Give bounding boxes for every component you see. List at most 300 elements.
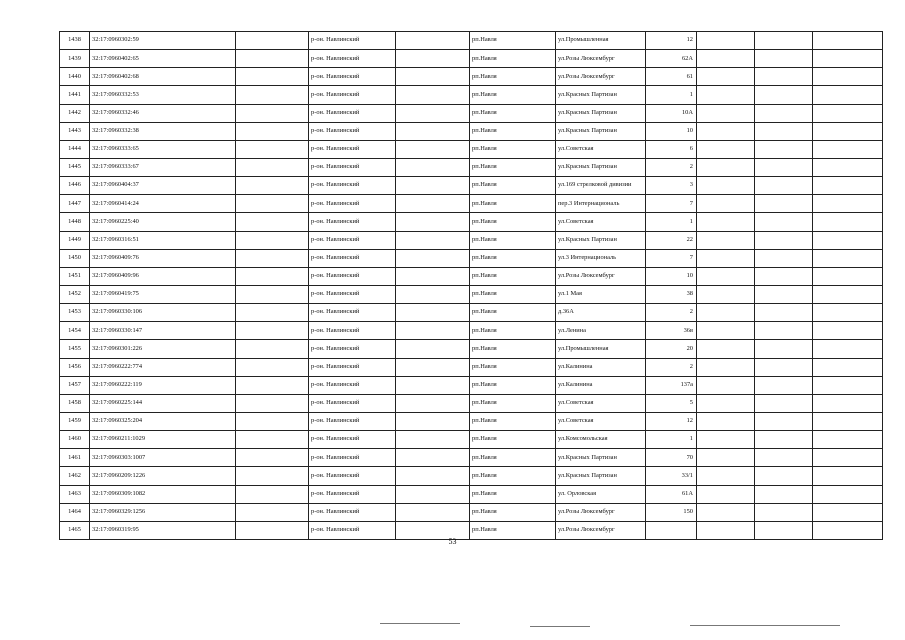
district-cell: р-он. Навлинский [309, 340, 396, 358]
house-number-cell: 5 [646, 394, 697, 412]
empty-cell [236, 140, 309, 158]
row-number-cell: 1464 [60, 503, 90, 521]
empty-cell [813, 140, 883, 158]
table-row [60, 449, 883, 467]
settlement-cell: рп.Навля [470, 50, 556, 68]
district-cell: р-он. Навлинский [309, 358, 396, 376]
street-cell: ул.Советская [556, 412, 646, 430]
empty-cell [755, 304, 813, 322]
street-cell: ул.Промышленная [556, 32, 646, 50]
row-number-cell: 1445 [60, 158, 90, 176]
cadastral-number-cell: 32:17:0960419:75 [90, 285, 236, 303]
settlement-cell: рп.Навля [470, 104, 556, 122]
district-cell: р-он. Навлинский [309, 50, 396, 68]
table-row [60, 322, 883, 340]
street-cell: ул.Советская [556, 394, 646, 412]
row-number-cell: 1458 [60, 394, 90, 412]
table-row [60, 358, 883, 376]
empty-cell [813, 195, 883, 213]
empty-cell [755, 32, 813, 50]
street-cell: ул.Красных Партизан [556, 104, 646, 122]
empty-cell [813, 412, 883, 430]
street-cell: ул.Советская [556, 140, 646, 158]
empty-cell [396, 285, 470, 303]
empty-cell [697, 158, 755, 176]
settlement-cell: рп.Навля [470, 267, 556, 285]
house-number-cell: 10 [646, 267, 697, 285]
empty-cell [697, 104, 755, 122]
cadastral-number-cell: 32:17:0960332:53 [90, 86, 236, 104]
settlement-cell: рп.Навля [470, 358, 556, 376]
settlement-cell: рп.Навля [470, 340, 556, 358]
empty-cell [236, 86, 309, 104]
empty-cell [697, 231, 755, 249]
house-number-cell: 7 [646, 249, 697, 267]
cadastral-number-cell: 32:17:0960330:147 [90, 322, 236, 340]
settlement-cell: рп.Навля [470, 285, 556, 303]
street-cell: ул.Красных Партизан [556, 122, 646, 140]
house-number-cell: 20 [646, 340, 697, 358]
row-number-cell: 1459 [60, 412, 90, 430]
house-number-cell: 150 [646, 503, 697, 521]
empty-cell [813, 231, 883, 249]
empty-cell [697, 68, 755, 86]
district-cell: р-он. Навлинский [309, 177, 396, 195]
empty-cell [813, 32, 883, 50]
empty-cell [697, 485, 755, 503]
empty-cell [755, 267, 813, 285]
empty-cell [813, 485, 883, 503]
empty-cell [813, 467, 883, 485]
cadastral-number-cell: 32:17:0960402:68 [90, 68, 236, 86]
table-row [60, 122, 883, 140]
table-row [60, 32, 883, 50]
empty-cell [236, 503, 309, 521]
empty-cell [236, 104, 309, 122]
empty-cell [755, 358, 813, 376]
empty-cell [697, 358, 755, 376]
empty-cell [813, 50, 883, 68]
empty-cell [236, 485, 309, 503]
empty-cell [236, 304, 309, 322]
empty-cell [755, 50, 813, 68]
empty-cell [236, 431, 309, 449]
settlement-cell: рп.Навля [470, 322, 556, 340]
street-cell: ул.Промышленная [556, 340, 646, 358]
table-row [60, 213, 883, 231]
empty-cell [697, 86, 755, 104]
district-cell: р-он. Навлинский [309, 68, 396, 86]
cadastral-number-cell: 32:17:0960325:204 [90, 412, 236, 430]
cadastral-number-cell: 32:17:0960302:59 [90, 32, 236, 50]
cadastral-number-cell: 32:17:0960301:226 [90, 340, 236, 358]
district-cell: р-он. Навлинский [309, 467, 396, 485]
settlement-cell: рп.Навля [470, 503, 556, 521]
house-number-cell: 70 [646, 449, 697, 467]
house-number-cell: 36в [646, 322, 697, 340]
cadastral-number-cell: 32:17:0960329:1256 [90, 503, 236, 521]
cadastral-number-cell: 32:17:0960414:24 [90, 195, 236, 213]
empty-cell [697, 195, 755, 213]
empty-cell [396, 86, 470, 104]
empty-cell [813, 358, 883, 376]
scan-artifact-line [690, 625, 840, 626]
cadastral-number-cell: 32:17:0960404:37 [90, 177, 236, 195]
row-number-cell: 1442 [60, 104, 90, 122]
empty-cell [755, 122, 813, 140]
settlement-cell: рп.Навля [470, 304, 556, 322]
street-cell: ул.Розы Люксембург [556, 267, 646, 285]
street-cell: ул.3 Интернациональ [556, 249, 646, 267]
empty-cell [236, 177, 309, 195]
cadastral-number-cell: 32:17:0960402:65 [90, 50, 236, 68]
house-number-cell: 12 [646, 32, 697, 50]
house-number-cell: 38 [646, 285, 697, 303]
table-row [60, 431, 883, 449]
empty-cell [697, 376, 755, 394]
row-number-cell: 1438 [60, 32, 90, 50]
cadastral-number-cell: 32:17:0960316:51 [90, 231, 236, 249]
row-number-cell: 1461 [60, 449, 90, 467]
settlement-cell: рп.Навля [470, 431, 556, 449]
empty-cell [236, 394, 309, 412]
empty-cell [813, 503, 883, 521]
street-cell: ул.Красных Партизан [556, 158, 646, 176]
row-number-cell: 1457 [60, 376, 90, 394]
cadastral-number-cell: 32:17:0960225:40 [90, 213, 236, 231]
street-cell: ул.169 стрелковой дивизии [556, 177, 646, 195]
district-cell: р-он. Навлинский [309, 449, 396, 467]
row-number-cell: 1455 [60, 340, 90, 358]
empty-cell [396, 449, 470, 467]
empty-cell [396, 394, 470, 412]
house-number-cell: 61 [646, 68, 697, 86]
district-cell: р-он. Навлинский [309, 376, 396, 394]
empty-cell [813, 86, 883, 104]
empty-cell [755, 503, 813, 521]
cadastral-number-cell: 32:17:0960333:65 [90, 140, 236, 158]
street-cell: ул.Комсомольская [556, 431, 646, 449]
empty-cell [813, 322, 883, 340]
table-row [60, 177, 883, 195]
district-cell: р-он. Навлинский [309, 249, 396, 267]
empty-cell [236, 213, 309, 231]
cadastral-number-cell: 32:17:0960209:1226 [90, 467, 236, 485]
district-cell: р-он. Навлинский [309, 195, 396, 213]
empty-cell [697, 213, 755, 231]
empty-cell [396, 358, 470, 376]
table-row [60, 249, 883, 267]
empty-cell [236, 122, 309, 140]
house-number-cell: 2 [646, 158, 697, 176]
table-row [60, 50, 883, 68]
row-number-cell: 1452 [60, 285, 90, 303]
settlement-cell: рп.Навля [470, 449, 556, 467]
row-number-cell: 1441 [60, 86, 90, 104]
district-cell: р-он. Навлинский [309, 32, 396, 50]
house-number-cell: 10 [646, 122, 697, 140]
empty-cell [396, 340, 470, 358]
empty-cell [755, 86, 813, 104]
street-cell: д.36А [556, 304, 646, 322]
empty-cell [236, 467, 309, 485]
street-cell: ул.Калинина [556, 376, 646, 394]
empty-cell [813, 431, 883, 449]
district-cell: р-он. Навлинский [309, 521, 396, 539]
row-number-cell: 1447 [60, 195, 90, 213]
district-cell: р-он. Навлинский [309, 431, 396, 449]
empty-cell [396, 231, 470, 249]
empty-cell [697, 431, 755, 449]
cadastral-number-cell: 32:17:0960409:76 [90, 249, 236, 267]
house-number-cell: 62А [646, 50, 697, 68]
empty-cell [396, 213, 470, 231]
row-number-cell: 1451 [60, 267, 90, 285]
table-row [60, 267, 883, 285]
empty-cell [755, 213, 813, 231]
house-number-cell: 3 [646, 177, 697, 195]
empty-cell [755, 485, 813, 503]
empty-cell [396, 195, 470, 213]
table-row [60, 376, 883, 394]
district-cell: р-он. Навлинский [309, 485, 396, 503]
district-cell: р-он. Навлинский [309, 322, 396, 340]
row-number-cell: 1440 [60, 68, 90, 86]
cadastral-number-cell: 32:17:0960211:1029 [90, 431, 236, 449]
empty-cell [813, 122, 883, 140]
district-cell: р-он. Навлинский [309, 122, 396, 140]
empty-cell [813, 249, 883, 267]
empty-cell [755, 195, 813, 213]
settlement-cell: рп.Навля [470, 177, 556, 195]
table-row [60, 158, 883, 176]
row-number-cell: 1465 [60, 521, 90, 539]
table-row [60, 412, 883, 430]
empty-cell [236, 32, 309, 50]
settlement-cell: рп.Навля [470, 467, 556, 485]
row-number-cell: 1448 [60, 213, 90, 231]
street-cell: ул.Розы Люксембург [556, 503, 646, 521]
empty-cell [697, 394, 755, 412]
cadastral-number-cell: 32:17:0960333:67 [90, 158, 236, 176]
empty-cell [697, 322, 755, 340]
empty-cell [396, 249, 470, 267]
empty-cell [755, 449, 813, 467]
empty-cell [813, 449, 883, 467]
empty-cell [697, 412, 755, 430]
empty-cell [396, 68, 470, 86]
cadastral-number-cell: 32:17:0960225:144 [90, 394, 236, 412]
street-cell: ул. Орловская [556, 485, 646, 503]
row-number-cell: 1453 [60, 304, 90, 322]
empty-cell [396, 485, 470, 503]
empty-cell [396, 322, 470, 340]
house-number-cell: 12 [646, 412, 697, 430]
empty-cell [236, 231, 309, 249]
table-row [60, 394, 883, 412]
street-cell: ул.Красных Партизан [556, 86, 646, 104]
settlement-cell: рп.Навля [470, 32, 556, 50]
district-cell: р-он. Навлинский [309, 86, 396, 104]
settlement-cell: рп.Навля [470, 122, 556, 140]
settlement-cell: рп.Навля [470, 158, 556, 176]
empty-cell [813, 340, 883, 358]
empty-cell [236, 340, 309, 358]
empty-cell [396, 122, 470, 140]
house-number-cell: 33/1 [646, 467, 697, 485]
cadastral-number-cell: 32:17:0960330:106 [90, 304, 236, 322]
empty-cell [236, 249, 309, 267]
settlement-cell: рп.Навля [470, 394, 556, 412]
district-cell: р-он. Навлинский [309, 231, 396, 249]
empty-cell [755, 158, 813, 176]
house-number-cell: 137а [646, 376, 697, 394]
empty-cell [813, 68, 883, 86]
cadastral-number-cell: 32:17:0960409:96 [90, 267, 236, 285]
empty-cell [755, 431, 813, 449]
empty-cell [236, 376, 309, 394]
table-row [60, 104, 883, 122]
cadastral-number-cell: 32:17:0960222:119 [90, 376, 236, 394]
empty-cell [396, 177, 470, 195]
cadastral-number-cell: 32:17:0960332:46 [90, 104, 236, 122]
empty-cell [755, 140, 813, 158]
empty-cell [396, 412, 470, 430]
row-number-cell: 1462 [60, 467, 90, 485]
empty-cell [236, 285, 309, 303]
district-cell: р-он. Навлинский [309, 285, 396, 303]
house-number-cell: 10А [646, 104, 697, 122]
district-cell: р-он. Навлинский [309, 267, 396, 285]
empty-cell [396, 304, 470, 322]
row-number-cell: 1444 [60, 140, 90, 158]
settlement-cell: рп.Навля [470, 521, 556, 539]
district-cell: р-он. Навлинский [309, 140, 396, 158]
empty-cell [755, 394, 813, 412]
empty-cell [236, 267, 309, 285]
street-cell: ул.Ленина [556, 322, 646, 340]
empty-cell [396, 431, 470, 449]
page-number: 53 [448, 537, 457, 546]
empty-cell [236, 68, 309, 86]
district-cell: р-он. Навлинский [309, 213, 396, 231]
district-cell: р-он. Навлинский [309, 158, 396, 176]
row-number-cell: 1443 [60, 122, 90, 140]
empty-cell [697, 285, 755, 303]
cadastral-number-cell: 32:17:0960222:774 [90, 358, 236, 376]
empty-cell [236, 358, 309, 376]
house-number-cell: 2 [646, 358, 697, 376]
table-row [60, 304, 883, 322]
settlement-cell: рп.Навля [470, 213, 556, 231]
street-cell: ул.Розы Люксембург [556, 521, 646, 539]
empty-cell [396, 503, 470, 521]
empty-cell [697, 249, 755, 267]
empty-cell [697, 177, 755, 195]
empty-cell [396, 267, 470, 285]
settlement-cell: рп.Навля [470, 231, 556, 249]
empty-cell [755, 467, 813, 485]
empty-cell [755, 68, 813, 86]
table-row [60, 503, 883, 521]
empty-cell [396, 140, 470, 158]
empty-cell [697, 140, 755, 158]
empty-cell [755, 340, 813, 358]
settlement-cell: рп.Навля [470, 485, 556, 503]
empty-cell [755, 104, 813, 122]
empty-cell [755, 412, 813, 430]
empty-cell [813, 177, 883, 195]
row-number-cell: 1463 [60, 485, 90, 503]
district-cell: р-он. Навлинский [309, 412, 396, 430]
street-cell: ул.Розы Люксембург [556, 50, 646, 68]
empty-cell [236, 158, 309, 176]
scan-artifact-line [530, 626, 590, 627]
district-cell: р-он. Навлинский [309, 394, 396, 412]
row-number-cell: 1456 [60, 358, 90, 376]
street-cell: ул.1 Мая [556, 285, 646, 303]
empty-cell [697, 503, 755, 521]
empty-cell [755, 249, 813, 267]
empty-cell [813, 304, 883, 322]
empty-cell [755, 231, 813, 249]
settlement-cell: рп.Навля [470, 140, 556, 158]
empty-cell [813, 158, 883, 176]
empty-cell [813, 285, 883, 303]
cadastral-number-cell: 32:17:0960309:1082 [90, 485, 236, 503]
street-cell: ул.Красных Партизан [556, 449, 646, 467]
empty-cell [755, 376, 813, 394]
table-row [60, 485, 883, 503]
house-number-cell: 7 [646, 195, 697, 213]
house-number-cell: 1 [646, 431, 697, 449]
empty-cell [697, 32, 755, 50]
empty-cell [236, 449, 309, 467]
cadastral-number-cell: 32:17:0960332:38 [90, 122, 236, 140]
empty-cell [236, 322, 309, 340]
empty-cell [697, 304, 755, 322]
street-cell: пер.3 Интернациональ [556, 195, 646, 213]
house-number-cell: 6 [646, 140, 697, 158]
scan-artifact-line [380, 623, 460, 624]
empty-cell [236, 412, 309, 430]
empty-cell [813, 376, 883, 394]
settlement-cell: рп.Навля [470, 68, 556, 86]
row-number-cell: 1454 [60, 322, 90, 340]
house-number-cell: 61А [646, 485, 697, 503]
empty-cell [396, 376, 470, 394]
property-registry-table [59, 31, 883, 540]
empty-cell [236, 50, 309, 68]
house-number-cell: 22 [646, 231, 697, 249]
empty-cell [755, 285, 813, 303]
district-cell: р-он. Навлинский [309, 304, 396, 322]
settlement-cell: рп.Навля [470, 412, 556, 430]
empty-cell [396, 104, 470, 122]
settlement-cell: рп.Навля [470, 376, 556, 394]
empty-cell [813, 394, 883, 412]
empty-cell [697, 50, 755, 68]
settlement-cell: рп.Навля [470, 86, 556, 104]
empty-cell [396, 467, 470, 485]
settlement-cell: рп.Навля [470, 249, 556, 267]
empty-cell [813, 213, 883, 231]
settlement-cell: рп.Навля [470, 195, 556, 213]
empty-cell [813, 104, 883, 122]
row-number-cell: 1446 [60, 177, 90, 195]
empty-cell [697, 449, 755, 467]
empty-cell [396, 50, 470, 68]
